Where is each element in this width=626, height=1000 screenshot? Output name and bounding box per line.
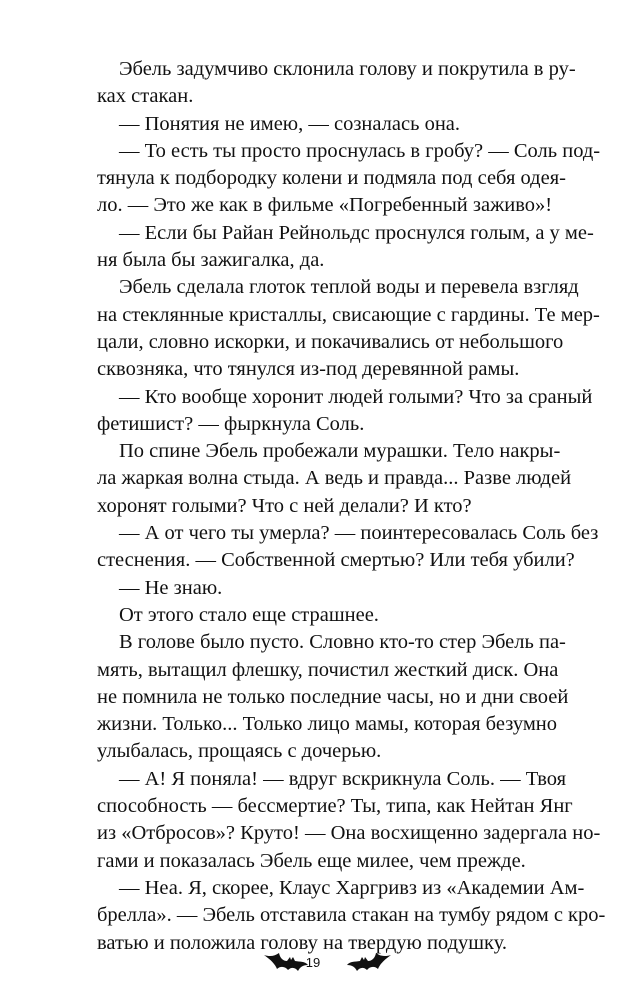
text-line: улыбалась, прощаясь с дочерью. <box>97 740 382 763</box>
text-line: гами и показалась Эбель еще милее, чем прежде. <box>97 849 526 872</box>
text-line: брелла». — Эбель отставила стакан на тумбу рядом с кро- <box>97 904 606 927</box>
text-line: на стеклянные кристаллы, свисающие с гардины. Те мер- <box>97 303 600 326</box>
page-footer <box>0 943 626 983</box>
text-line: тянула к подбородку колени и подмяла под себя одея- <box>97 167 566 190</box>
text-line: — То есть ты просто проснулась в гробу? — Соль под- <box>119 139 601 162</box>
text-line: — Понятия не имею, — созналась она. <box>119 112 461 135</box>
text-line: Эбель сделала глоток теплой воды и перевела взгляд <box>119 276 579 299</box>
text-line: ня была бы зажигалка, да. <box>97 249 325 272</box>
text-line: — Если бы Райан Рейнольдс проснулся голым, а у ме- <box>119 221 594 244</box>
page-number-text: 19 <box>305 955 321 970</box>
body-text <box>97 56 606 957</box>
text-line: — Неа. Я, скорее, Клаус Харгривз из «Академии Ам- <box>119 876 585 899</box>
text-line: — А от чего ты умерла? — поинтересовалась Соль без <box>119 522 599 545</box>
text-line: стеснения. — Собственной смертью? Или тебя убили? <box>97 549 575 572</box>
bat-icon <box>346 949 392 975</box>
text-line: ла жаркая волна стыда. А ведь и правда... Разве людей <box>97 467 572 490</box>
text-line: Эбель задумчиво склонила голову и покрутила в ру- <box>119 58 576 80</box>
text-line: В голове было пусто. Словно кто-то стер Эбель па- <box>119 631 566 654</box>
text-line: сквозняка, что тянулся из-под деревянной рамы. <box>97 358 520 381</box>
text-line: По спине Эбель пробежали мурашки. Тело накры- <box>119 440 561 463</box>
text-line: мять, вытащил флешку, почистил жесткий диск. Она <box>97 658 559 681</box>
text-line: способность — бессмертие? Ты, типа, как Нейтан Янг <box>97 795 573 818</box>
text-line: ватью и положила голову на твердую подушку. <box>97 931 508 954</box>
text-line: хоронят голыми? Что с ней делали? И кто? <box>97 494 472 517</box>
text-line: цали, словно искорки, и покачивались от небольшого <box>97 330 564 353</box>
text-line: — Кто вообще хоронит людей голыми? Что за сраный <box>119 385 593 408</box>
text-line: ло. — Это же как в фильме «Погребенный заживо»! <box>97 194 553 217</box>
text-line: жизни. Только... Только лицо мамы, которая безумно <box>97 713 558 736</box>
text-line: ках стакан. <box>97 85 194 108</box>
text-line: из «Отбросов»? Круто! — Она восхищенно задергала но- <box>97 822 601 845</box>
text-line: фетишист? — фыркнула Соль. <box>97 412 365 435</box>
text-line: От этого стало еще страшнее. <box>119 603 379 626</box>
bat-icon <box>263 949 309 975</box>
text-line: — А! Я поняла! — вдруг вскрикнула Соль. — Твоя <box>119 767 567 790</box>
text-line: — Не знаю. <box>119 576 223 599</box>
text-line: не помнила не только последние часы, но и дни своей <box>97 685 569 708</box>
